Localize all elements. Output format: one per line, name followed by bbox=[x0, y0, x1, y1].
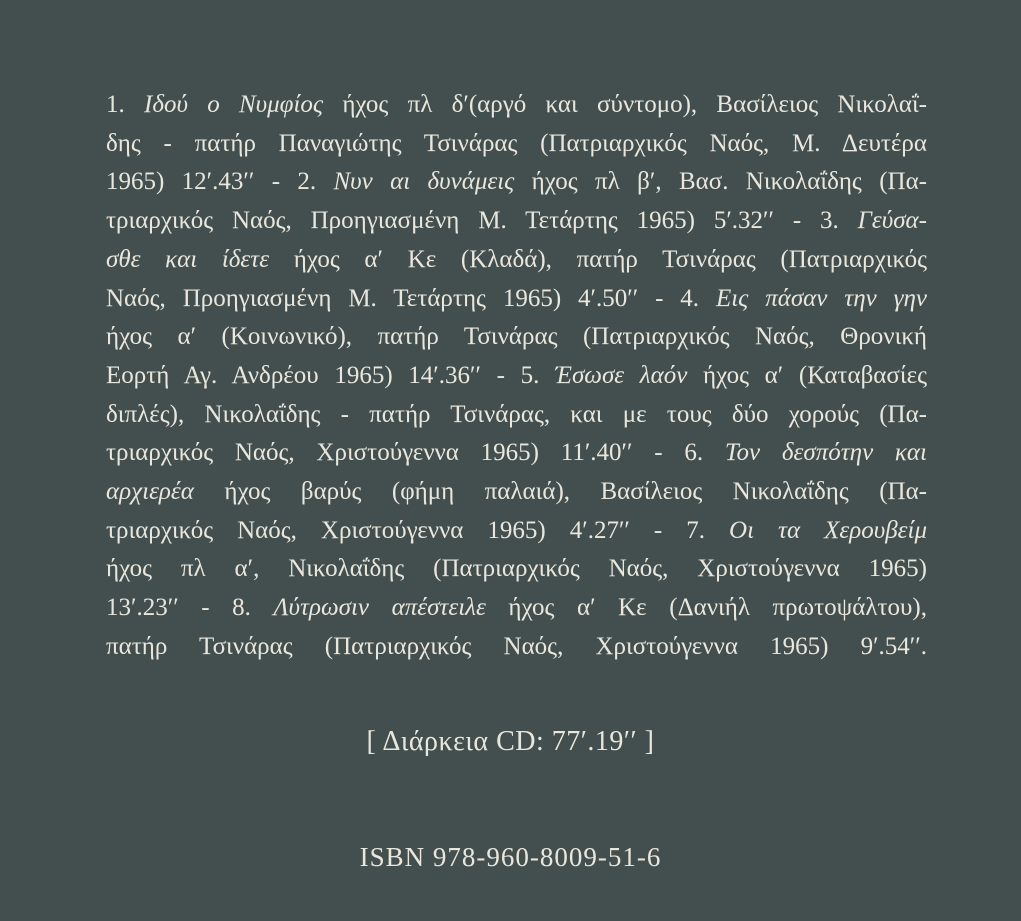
text-segment: τριαρχικός Ναός, Χριστούγεννα 1965) 11′.40′′ - 6. bbox=[106, 439, 725, 467]
text-segment: ήχος α′ Κε (Δανιήλ πρωτοψάλτου), bbox=[485, 594, 928, 622]
cd-duration: [ Διάρκεια CD: 77′.19′′ ] bbox=[366, 726, 655, 757]
tracklist-line bbox=[106, 434, 927, 473]
text-segment: δης - πατήρ Παναγιώτης Τσινάρας (Πατριαρχικός Ναός, Μ. Δευτέρα bbox=[106, 129, 927, 157]
text-segment: ήχος πλ δ′(αργό και σύντομο), Βασίλειος Νικολαΐ- bbox=[323, 91, 927, 118]
track-title: Οι τα Χερουβείμ bbox=[729, 516, 927, 544]
text-segment: ήχος πλ α′, Νικολαΐδης (Πατριαρχικός Ναός, Χριστούγεννα 1965) bbox=[106, 555, 927, 583]
tracklist-line bbox=[106, 550, 927, 589]
track-title: Νυν αι δυνάμεις bbox=[333, 168, 515, 196]
tracklist-line bbox=[106, 202, 927, 241]
track-title: αρχιερέα bbox=[106, 478, 194, 506]
tracklist-line bbox=[106, 318, 927, 357]
tracklist-line bbox=[106, 589, 927, 628]
track-title: Εις πάσαν την γην bbox=[715, 284, 927, 312]
text-segment: ήχος βαρύς (φήμη παλαιά), Βασίλειος Νικολαΐδης (Πα- bbox=[193, 478, 927, 506]
tracklist bbox=[106, 86, 927, 667]
tracklist-line bbox=[106, 357, 927, 396]
text-segment: 13′.23′′ - 8. bbox=[106, 594, 274, 622]
track-title: Γεύσα- bbox=[857, 207, 927, 235]
track-title: Ιδού ο Νυμφίος bbox=[144, 91, 324, 118]
tracklist-line bbox=[106, 280, 927, 319]
track-title: Έσωσε λαόν bbox=[555, 361, 688, 389]
tracklist-line bbox=[106, 628, 927, 667]
text-segment: ήχος πλ β′, Βασ. Νικολαΐδης (Πα- bbox=[514, 168, 927, 196]
track-title: Λύτρωσιν απέστειλε bbox=[273, 594, 486, 622]
text-segment: ήχος α′ Κε (Κλαδά), πατήρ Τσινάρας (Πατριαρχικός bbox=[269, 245, 927, 273]
tracklist-line bbox=[106, 86, 927, 125]
text-segment: Εορτή Αγ. Ανδρέου 1965) 14′.36′′ - 5. bbox=[106, 361, 555, 389]
tracklist-line bbox=[106, 163, 927, 202]
tracklist-line bbox=[106, 473, 927, 512]
tracklist-line bbox=[106, 512, 927, 551]
tracklist-line bbox=[106, 241, 927, 280]
text-segment: Ναός, Προηγιασμένη Μ. Τετάρτης 1965) 4′.50′′ - 4. bbox=[106, 284, 716, 312]
tracklist-line bbox=[106, 396, 927, 435]
tracklist-line bbox=[106, 125, 927, 164]
track-title: σθε και ίδετε bbox=[106, 245, 270, 273]
text-segment: 1. bbox=[106, 91, 145, 118]
text-segment: ήχος α′ (Καταβασίες bbox=[687, 361, 927, 389]
text-segment: 1965) 12′.43′′ - 2. bbox=[106, 168, 334, 196]
text-segment: πατήρ Τσινάρας (Πατριαρχικός Ναός, Χριστούγεννα 1965) 9′.54′′. bbox=[106, 632, 927, 660]
text-segment: ήχος α′ (Κοινωνικό), πατήρ Τσινάρας (Πατριαρχικός Ναός, Θρονική bbox=[106, 323, 927, 351]
text-segment: τριαρχικός Ναός, Προηγιασμένη Μ. Τετάρτης 1965) 5′.32′′ - 3. bbox=[106, 207, 858, 235]
track-title: Τον δεσπότην και bbox=[724, 439, 927, 467]
isbn: ISBN 978-960-8009-51-6 bbox=[359, 842, 662, 872]
text-segment: τριαρχικός Ναός, Χριστούγεννα 1965) 4′.27′′ - 7. bbox=[106, 516, 730, 544]
text-segment: διπλές), Νικολαΐδης - πατήρ Τσινάρας, και με τους δύο χορούς (Πα- bbox=[106, 400, 927, 428]
